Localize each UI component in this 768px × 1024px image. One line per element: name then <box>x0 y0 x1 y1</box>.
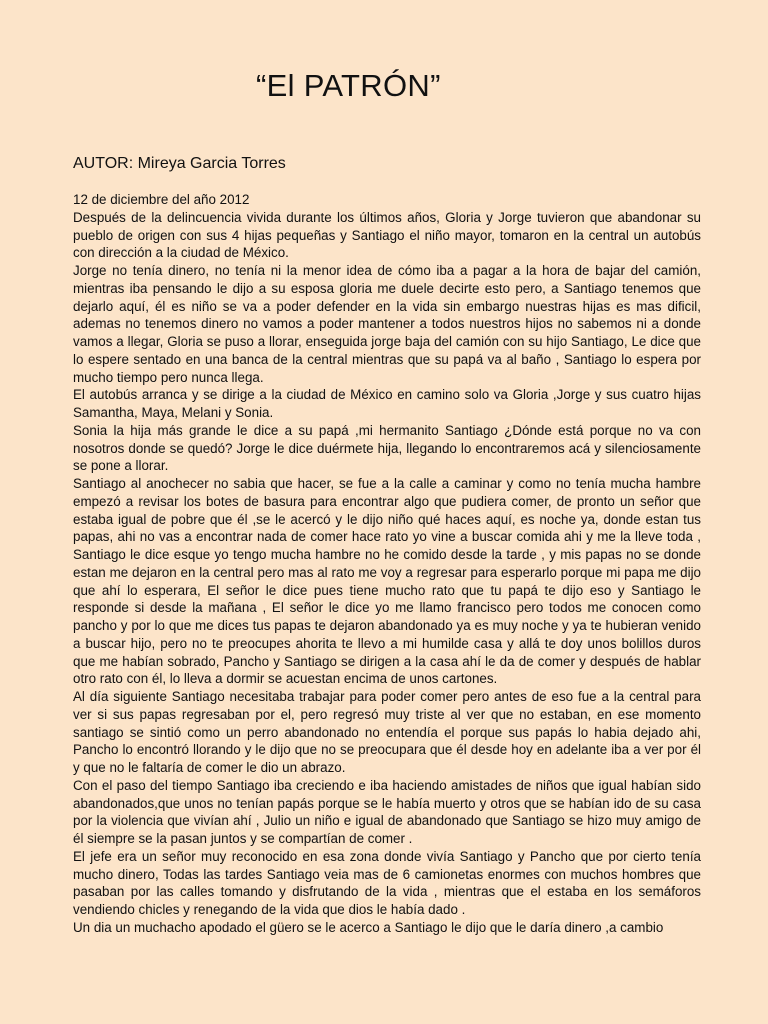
paragraph: Jorge no tenía dinero, no tenía ni la menor idea de cómo iba a pagar a la hora de bajar del camión, mientras iba pensando le dijo a su esposa gloria me duele decirte esto pero, a Santiago tenemos que dejarlo aquí, él es niño se va a poder defender en la vida sin embargo nuestras hijas es mas dificil, ademas no tenemos dinero no vamos a poder mantener a todos nuestros hijos no sabemos ni a donde vamos a llegar, Gloria se puso a llorar, enseguida jorge baja del camión con su hijo Santiago, Le dice que lo espere sentado en una banca de la central mientras que su papá va al baño , Santiago lo espera por mucho tiempo pero nunca llega. <box>73 263 701 385</box>
document-title: “El PATRÓN” <box>256 68 441 103</box>
paragraph: Un dia un muchacho apodado el güero se le acerco a Santiago le dijo que le daría dinero ,a cambio <box>73 919 664 935</box>
paragraph: Sonia la hija más grande le dice a su papá ,mi hermanito Santiago ¿Dónde está porque no va con nosotros donde se quedó? Jorge le dice duérmete hija, llegando lo encontraremos acá y silenciosamente se pone a llorar. <box>73 422 701 474</box>
author-line: AUTOR: Mireya Garcia Torres <box>73 155 286 172</box>
paragraph: El autobús arranca y se dirige a la ciudad de México en camino solo va Gloria ,Jorge y sus cuatro hijas Samantha, Maya, Melani y Sonia. <box>73 387 701 420</box>
paragraph: Santiago al anochecer no sabia que hacer, se fue a la calle a caminar y como no tenía mucha hambre empezó a revisar los botes de basura para encontrar algo que pudiera comer, de pronto un señor que estaba igual de pobre que él ,se le acercó y le dijo niño qué haces aquí, es noche ya, donde estan tus papas, ahi no vas a encontrar nada de comer hace rato yo vine a buscar comida ahi y me la lleve toda , Santiago le dice esque yo tengo mucha hambre no he comido desde la tarde , y mis papas no se donde estan me dejaron en la central pero mas al rato me voy a regresar para esperarlo porque mi papa me dijo que ahí lo esperara, El señor le dice pues tiene mucho rato que tu papá te dijo eso y Santiago le responde si desde la mañana , El señor le dice yo me llamo francisco pero todos me conocen como pancho y por lo que me dices tus papas te dejaron abandonado ya es muy noche y ya te hubieran venido a buscar hijo, pero no te preocupes ahorita te llevo a mi humilde casa y allá te doy unos bolillos duros que me habían sobrado, Pancho y Santiago se dirigen a la casa ahí le da de comer y después de hablar otro rato con él, lo lleva a dormir se acuestan encima de unos cartones. <box>73 476 701 687</box>
document-body <box>73 191 701 937</box>
paragraph: Al día siguiente Santiago necesitaba trabajar para poder comer pero antes de eso fue a la central para ver si sus papas regresaban por el, pero regresó muy triste al ver que no estaban, en ese momento santiago se sintió como un perro abandonado no entendía el porque sus papás lo habia dejado ahi, Pancho lo encontró llorando y le dijo que no se preocupara que él desde hoy en adelante iba a ver por él y que no le faltaría de comer le dio un abrazo. <box>73 689 701 775</box>
paragraph: Con el paso del tiempo Santiago iba creciendo e iba haciendo amistades de niños que igual habían sido abandonados,que unos no tenían papás porque se le había muerto y otros que se habían ido de su casa por la violencia que vivían ahí , Julio un niño e igual de abandonado que Santiago se hizo muy amigo de él siempre se la pasan juntos y se compartían de comer . <box>73 777 701 846</box>
paragraph: Después de la delincuencia vivida durante los últimos años, Gloria y Jorge tuvieron que abandonar su pueblo de origen con sus 4 hijas pequeñas y Santiago el niño mayor, tomaron en la central un autobús con dirección a la ciudad de México. <box>73 209 701 261</box>
paragraph: El jefe era un señor muy reconocido en esa zona donde vivía Santiago y Pancho que por cierto tenía mucho dinero, Todas las tardes Santiago veia mas de 6 camionetas enormes con muchos hombres que pasaban por las calles tomando y disfrutando de la vida , mientras que el estaba en los semáforos vendiendo chicles y renegando de la vida que dios le había dado . <box>73 848 701 917</box>
date-line: 12 de diciembre del año 2012 <box>73 192 250 207</box>
